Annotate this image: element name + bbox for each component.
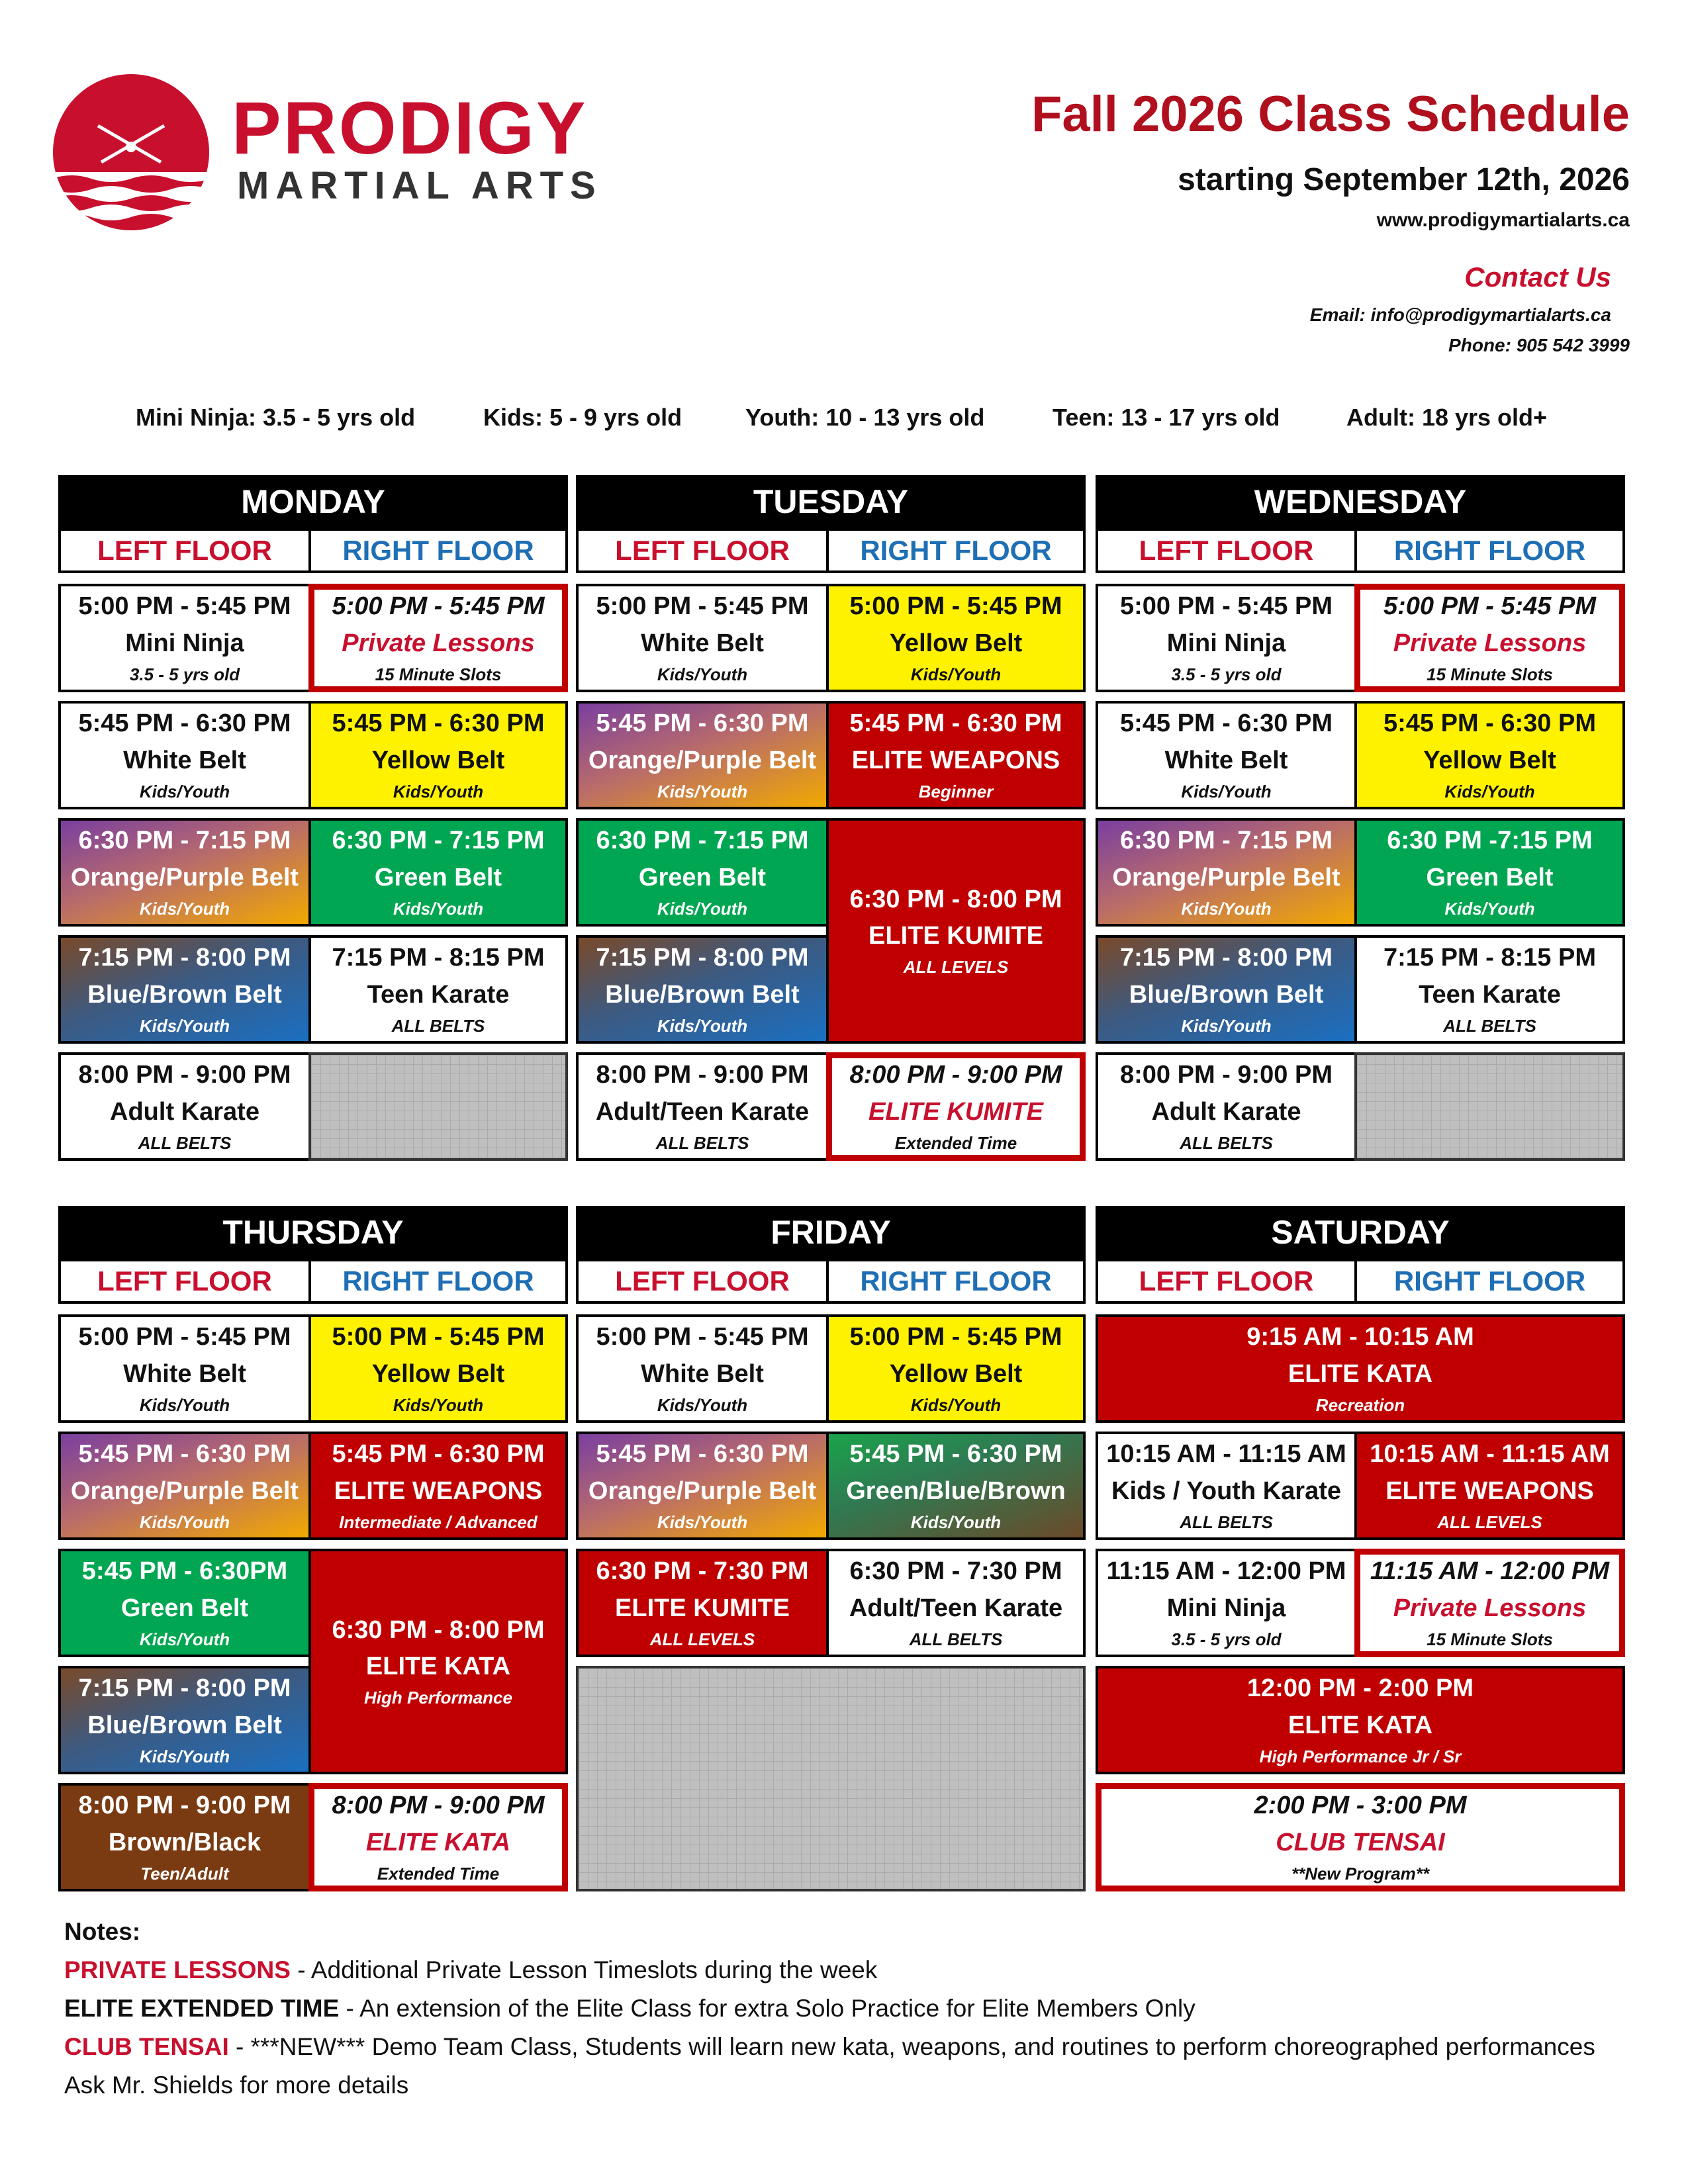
class-name: ELITE WEAPONS [851, 746, 1060, 774]
class-name: Mini Ninja [1166, 629, 1286, 657]
class-cell[interactable] [58, 935, 311, 1044]
left-floor-header: LEFT FLOOR [58, 1259, 311, 1304]
class-subtitle: Kids/Youth [1444, 781, 1535, 801]
class-subtitle: Kids/Youth [1444, 898, 1535, 919]
class-subtitle: Kids/Youth [657, 1015, 748, 1036]
class-time: 8:00 PM - 9:00 PM [332, 1792, 545, 1820]
class-cell[interactable] [1354, 584, 1625, 692]
class-name: Green Belt [638, 863, 767, 891]
class-time: 6:30 PM -7:15 PM [1387, 827, 1593, 855]
class-cell[interactable] [826, 584, 1086, 692]
class-time: 5:45 PM - 6:30 PM [849, 1440, 1062, 1469]
class-time: 5:00 PM - 5:45 PM [78, 1323, 291, 1351]
class-cell[interactable] [1354, 1549, 1625, 1657]
class-name: White Belt [123, 1359, 246, 1388]
class-subtitle: Kids/Youth [139, 781, 230, 801]
day-header-saturday: SATURDAY [1096, 1206, 1625, 1259]
class-name: ELITE KATA [365, 1828, 511, 1856]
class-time: 5:45 PM - 6:30PM [81, 1557, 288, 1586]
class-cell[interactable] [1096, 1432, 1357, 1540]
class-subtitle: Intermediate / Advanced [339, 1512, 538, 1532]
class-cell[interactable] [308, 1549, 568, 1774]
class-cell[interactable] [58, 1549, 311, 1657]
class-name: Orange/Purple Belt [70, 863, 299, 891]
day-header-tuesday: TUESDAY [576, 475, 1086, 528]
class-cell[interactable] [576, 1052, 829, 1161]
contact-email[interactable]: Email: info@prodigymartialarts.ca [1309, 304, 1611, 325]
class-name: ELITE WEAPONS [1385, 1477, 1594, 1505]
class-time: 5:00 PM - 5:45 PM [1120, 592, 1333, 621]
class-time: 5:00 PM - 5:45 PM [1383, 592, 1596, 621]
class-time: 7:15 PM - 8:15 PM [332, 944, 545, 972]
class-name: ELITE KATA [1288, 1359, 1433, 1388]
class-subtitle: 15 Minute Slots [1427, 1629, 1553, 1649]
class-time: 5:45 PM - 6:30 PM [1120, 709, 1333, 738]
class-cell[interactable] [1096, 1052, 1357, 1161]
class-name: Adult Karate [110, 1097, 259, 1126]
class-subtitle: Kids/Youth [657, 664, 748, 684]
note-label: PRIVATE LESSONS [64, 1956, 291, 1983]
class-time: 12:00 PM - 2:00 PM [1246, 1674, 1474, 1703]
class-cell[interactable] [576, 1549, 829, 1657]
class-subtitle: **New Program** [1291, 1863, 1430, 1884]
class-subtitle: Kids/Youth [657, 781, 748, 801]
class-time: 5:45 PM - 6:30 PM [1383, 709, 1596, 738]
class-cell[interactable] [1096, 1666, 1625, 1774]
class-cell[interactable] [58, 1666, 311, 1774]
contact-heading: Contact Us [1464, 261, 1611, 293]
class-name: Orange/Purple Belt [70, 1477, 299, 1505]
class-time: 11:15 AM - 12:00 PM [1106, 1557, 1346, 1586]
class-cell[interactable] [1354, 701, 1625, 809]
class-subtitle: Kids/Youth [139, 898, 230, 919]
class-time: 5:00 PM - 5:45 PM [596, 592, 809, 621]
class-cell[interactable] [308, 701, 568, 809]
class-cell[interactable] [58, 584, 311, 692]
notes-footer: Ask Mr. Shields for more details [64, 2071, 409, 2099]
right-floor-header: RIGHT FLOOR [826, 1259, 1086, 1304]
note-private-lessons [64, 1958, 877, 1982]
class-subtitle: Extended Time [894, 1132, 1017, 1153]
class-subtitle: Kids/Youth [910, 1512, 1002, 1532]
notes-title: Notes: [64, 1918, 141, 1945]
logo-wordmark: PRODIGY [232, 87, 588, 169]
class-name: Orange/Purple Belt [588, 1477, 817, 1505]
class-cell[interactable] [1096, 1314, 1625, 1423]
class-time: 5:45 PM - 6:30 PM [78, 709, 291, 738]
class-name: Yellow Belt [889, 629, 1023, 657]
class-name: Private Lessons [342, 629, 535, 657]
class-name: White Belt [641, 629, 764, 657]
class-cell[interactable] [1354, 818, 1625, 927]
class-cell[interactable] [1096, 701, 1357, 809]
age-group-adult: Adult: 18 yrs old+ [1346, 404, 1548, 431]
class-name: Blue/Brown Belt [605, 980, 800, 1009]
day-header-thursday: THURSDAY [58, 1206, 568, 1259]
class-time: 5:45 PM - 6:30 PM [332, 1440, 545, 1469]
note-elite-extended [64, 1996, 1196, 2021]
class-cell[interactable] [308, 584, 568, 692]
class-subtitle: Kids/Youth [139, 1512, 230, 1532]
class-subtitle: 3.5 - 5 yrs old [129, 664, 240, 684]
class-time: 6:30 PM - 7:15 PM [596, 827, 809, 855]
class-time: 8:00 PM - 9:00 PM [78, 1792, 291, 1820]
class-subtitle: Kids/Youth [910, 664, 1002, 684]
right-floor-header: RIGHT FLOOR [308, 528, 568, 573]
page-title: Fall 2026 Class Schedule [1031, 86, 1630, 142]
logo-emblem-icon [52, 73, 211, 232]
class-time: 9:15 AM - 10:15 AM [1246, 1323, 1474, 1351]
class-subtitle: Recreation [1315, 1394, 1405, 1415]
class-time: 5:45 PM - 6:30 PM [596, 709, 809, 738]
class-cell[interactable] [826, 1549, 1086, 1657]
class-name: CLUB TENSAI [1276, 1828, 1445, 1856]
class-name: Blue/Brown Belt [87, 1711, 282, 1739]
class-cell[interactable] [308, 818, 568, 927]
class-name: Green Belt [1426, 863, 1554, 891]
class-cell[interactable] [58, 701, 311, 809]
class-cell[interactable] [308, 1783, 568, 1891]
class-subtitle: ALL BELTS [1443, 1015, 1536, 1036]
class-subtitle: ALL BELTS [138, 1132, 232, 1153]
class-subtitle: 15 Minute Slots [1427, 664, 1553, 684]
class-name: Orange/Purple Belt [1112, 863, 1340, 891]
class-subtitle: ALL BELTS [909, 1629, 1003, 1649]
class-subtitle: Beginner [918, 781, 994, 801]
class-cell[interactable] [826, 818, 1086, 1044]
class-subtitle: Kids/Youth [139, 1629, 230, 1649]
class-time: 5:45 PM - 6:30 PM [849, 709, 1062, 738]
class-subtitle: 3.5 - 5 yrs old [1171, 664, 1282, 684]
class-time: 7:15 PM - 8:00 PM [596, 944, 809, 972]
class-name: Teen Karate [1419, 980, 1561, 1009]
class-name: Yellow Belt [1423, 746, 1556, 774]
class-name: White Belt [641, 1359, 764, 1388]
class-cell[interactable] [308, 1314, 568, 1423]
class-time: 5:45 PM - 6:30 PM [332, 709, 545, 738]
class-cell[interactable] [1096, 1783, 1625, 1891]
class-time: 8:00 PM - 9:00 PM [78, 1061, 291, 1089]
class-name: Blue/Brown Belt [87, 980, 282, 1009]
class-subtitle: ALL BELTS [655, 1132, 749, 1153]
class-name: ELITE KUMITE [615, 1594, 790, 1622]
class-subtitle: ALL BELTS [1180, 1512, 1273, 1532]
left-floor-header: LEFT FLOOR [58, 528, 311, 573]
day-header-friday: FRIDAY [576, 1206, 1086, 1259]
class-name: White Belt [1164, 746, 1288, 774]
class-cell[interactable] [1096, 584, 1357, 692]
right-floor-header: RIGHT FLOOR [1354, 1259, 1625, 1304]
class-subtitle: Teen/Adult [140, 1863, 229, 1884]
class-time: 6:30 PM - 7:15 PM [1120, 827, 1333, 855]
class-time: 7:15 PM - 8:00 PM [78, 1674, 291, 1703]
class-name: Adult/Teen Karate [849, 1594, 1063, 1622]
class-subtitle: Kids/Youth [910, 1394, 1002, 1415]
class-name: Private Lessons [1393, 629, 1587, 657]
class-cell[interactable] [58, 1314, 311, 1423]
class-name: Adult Karate [1151, 1097, 1301, 1126]
class-name: Yellow Belt [371, 1359, 505, 1388]
note-text: - An extension of the Elite Class for extra Solo Practice for Elite Members Only [339, 1995, 1196, 2022]
class-time: 8:00 PM - 9:00 PM [596, 1061, 809, 1089]
class-subtitle: Kids/Youth [1181, 1015, 1272, 1036]
class-subtitle: Kids/Youth [1181, 781, 1272, 801]
right-floor-header: RIGHT FLOOR [826, 528, 1086, 573]
class-cell[interactable] [826, 1432, 1086, 1540]
class-name: Brown/Black [108, 1828, 261, 1856]
class-name: ELITE KATA [1288, 1711, 1433, 1739]
start-date: starting September 12th, 2026 [1178, 162, 1630, 197]
class-name: Yellow Belt [889, 1359, 1023, 1388]
class-subtitle: 3.5 - 5 yrs old [1171, 1629, 1282, 1649]
class-cell[interactable] [308, 1432, 568, 1540]
class-subtitle: High Performance Jr / Sr [1259, 1746, 1462, 1766]
right-floor-header: RIGHT FLOOR [1354, 528, 1625, 573]
note-label: ELITE EXTENDED TIME [64, 1995, 340, 2022]
right-floor-header: RIGHT FLOOR [308, 1259, 568, 1304]
class-time: 6:30 PM - 8:00 PM [332, 1615, 545, 1644]
class-cell[interactable] [826, 1052, 1086, 1161]
class-cell[interactable] [58, 1783, 311, 1891]
class-subtitle: ALL BELTS [1180, 1132, 1273, 1153]
empty-slot [1354, 1052, 1625, 1161]
class-name: Teen Karate [367, 980, 510, 1009]
age-group-kids: Kids: 5 - 9 yrs old [483, 404, 682, 431]
class-time: 5:00 PM - 5:45 PM [332, 592, 545, 621]
class-time: 6:30 PM - 7:15 PM [332, 827, 545, 855]
class-name: Green/Blue/Brown [846, 1477, 1066, 1505]
class-cell[interactable] [576, 1432, 829, 1540]
class-name: Orange/Purple Belt [588, 746, 817, 774]
note-text: - Additional Private Lesson Timeslots during the week [290, 1956, 878, 1983]
class-time: 10:15 AM - 11:15 AM [1106, 1440, 1346, 1469]
class-time: 5:45 PM - 6:30 PM [596, 1440, 809, 1469]
class-cell[interactable] [1096, 935, 1357, 1044]
class-time: 5:00 PM - 5:45 PM [332, 1323, 545, 1351]
class-time: 5:00 PM - 5:45 PM [849, 1323, 1062, 1351]
class-subtitle: 15 Minute Slots [375, 664, 502, 684]
class-name: Green Belt [374, 863, 502, 891]
class-name: ELITE KUMITE [868, 1097, 1043, 1126]
class-time: 5:00 PM - 5:45 PM [78, 592, 291, 621]
class-subtitle: Kids/Youth [393, 898, 484, 919]
class-cell[interactable] [826, 701, 1086, 809]
class-subtitle: ALL BELTS [391, 1015, 485, 1036]
class-subtitle: ALL LEVELS [649, 1629, 755, 1649]
class-subtitle: Kids/Youth [393, 781, 484, 801]
class-time: 5:45 PM - 6:30 PM [78, 1440, 291, 1469]
class-subtitle: High Performance [364, 1688, 512, 1708]
note-label: CLUB TENSAI [64, 2033, 229, 2060]
class-cell[interactable] [58, 1432, 311, 1540]
class-time: 6:30 PM - 8:00 PM [849, 885, 1062, 913]
class-subtitle: Kids/Youth [657, 898, 748, 919]
class-cell[interactable] [576, 935, 829, 1044]
left-floor-header: LEFT FLOOR [1096, 1259, 1357, 1304]
class-time: 7:15 PM - 8:15 PM [1383, 944, 1596, 972]
class-time: 2:00 PM - 3:00 PM [1254, 1792, 1467, 1820]
left-floor-header: LEFT FLOOR [1096, 528, 1357, 573]
age-group-youth: Youth: 10 - 13 yrs old [745, 404, 985, 431]
class-subtitle: Kids/Youth [139, 1746, 230, 1766]
class-name: ELITE KATA [365, 1653, 511, 1680]
class-subtitle: ALL LEVELS [1437, 1512, 1542, 1532]
class-name: Yellow Belt [371, 746, 505, 774]
class-cell[interactable] [58, 1052, 311, 1161]
class-name: Blue/Brown Belt [1129, 980, 1324, 1009]
logo-subtitle: MARTIAL ARTS [237, 164, 602, 207]
class-name: Mini Ninja [125, 629, 244, 657]
age-group-mini-ninja: Mini Ninja: 3.5 - 5 yrs old [136, 404, 416, 431]
left-floor-header: LEFT FLOOR [576, 528, 829, 573]
class-cell[interactable] [308, 935, 568, 1044]
class-name: ELITE WEAPONS [334, 1477, 543, 1505]
class-time: 8:00 PM - 9:00 PM [849, 1061, 1062, 1089]
website-link[interactable]: www.prodigymartialarts.ca [1376, 209, 1630, 231]
class-name: ELITE KUMITE [868, 922, 1043, 950]
class-subtitle: Extended Time [377, 1863, 500, 1884]
class-name: White Belt [123, 746, 246, 774]
class-time: 8:00 PM - 9:00 PM [1120, 1061, 1333, 1089]
class-cell[interactable] [576, 584, 829, 692]
class-time: 5:00 PM - 5:45 PM [849, 592, 1062, 621]
class-subtitle: Kids/Youth [657, 1512, 748, 1532]
day-header-monday: MONDAY [58, 475, 568, 528]
class-cell[interactable] [576, 818, 829, 927]
class-cell[interactable] [58, 818, 311, 927]
class-time: 6:30 PM - 7:30 PM [849, 1557, 1062, 1586]
age-group-teen: Teen: 13 - 17 yrs old [1053, 404, 1280, 431]
class-cell[interactable] [576, 1314, 829, 1423]
class-time: 6:30 PM - 7:30 PM [596, 1557, 809, 1586]
class-name: Private Lessons [1393, 1594, 1587, 1622]
class-time: 7:15 PM - 8:00 PM [78, 944, 291, 972]
class-subtitle: Kids/Youth [139, 1015, 230, 1036]
class-subtitle: Kids/Youth [393, 1394, 484, 1415]
class-time: 11:15 AM - 12:00 PM [1370, 1557, 1610, 1586]
note-club-tensai [64, 2034, 1595, 2059]
class-name: Mini Ninja [1166, 1594, 1286, 1622]
class-name: Kids / Youth Karate [1111, 1477, 1341, 1505]
class-subtitle: ALL LEVELS [903, 957, 1009, 978]
class-cell[interactable] [1096, 818, 1357, 927]
class-subtitle: Kids/Youth [1181, 898, 1272, 919]
left-floor-header: LEFT FLOOR [576, 1259, 829, 1304]
class-cell[interactable] [576, 701, 829, 809]
class-cell[interactable] [1096, 1549, 1357, 1657]
class-time: 7:15 PM - 8:00 PM [1120, 944, 1333, 972]
class-cell[interactable] [826, 1314, 1086, 1423]
day-header-wednesday: WEDNESDAY [1096, 475, 1625, 528]
class-cell[interactable] [1354, 935, 1625, 1044]
class-name: Adult/Teen Karate [595, 1097, 810, 1126]
class-cell[interactable] [1354, 1432, 1625, 1540]
contact-phone: Phone: 905 542 3999 [1448, 335, 1630, 355]
class-name: Green Belt [120, 1594, 249, 1622]
class-subtitle: Kids/Youth [657, 1394, 748, 1415]
class-time: 10:15 AM - 11:15 AM [1370, 1440, 1610, 1469]
empty-slot [576, 1666, 1086, 1891]
class-time: 6:30 PM - 7:15 PM [78, 827, 291, 855]
class-subtitle: Kids/Youth [139, 1394, 230, 1415]
empty-slot [308, 1052, 568, 1161]
note-text: - ***NEW*** Demo Team Class, Students will learn new kata, weapons, and routines to perform choreographed performances [228, 2033, 1595, 2060]
class-time: 5:00 PM - 5:45 PM [596, 1323, 809, 1351]
